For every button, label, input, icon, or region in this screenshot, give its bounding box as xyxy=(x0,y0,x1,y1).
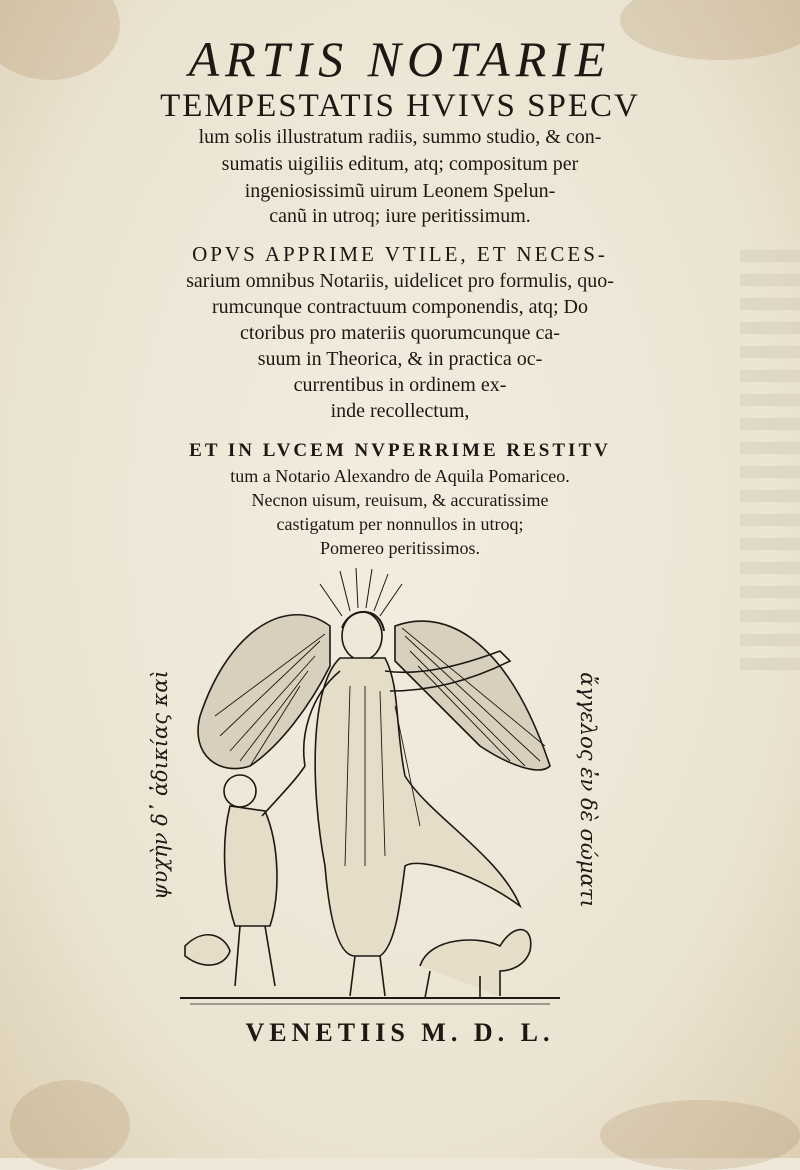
child-head xyxy=(224,775,256,807)
para1-line: sumatis uigiliis editum, atq; compositum per xyxy=(221,153,579,175)
para1-line: canũ in utroq; iure peritissimum. xyxy=(269,205,531,227)
child-arm xyxy=(262,766,305,816)
child-body xyxy=(225,806,277,926)
para2-line: inde recollectum, xyxy=(330,400,470,422)
stain xyxy=(10,1080,130,1170)
dog xyxy=(420,930,531,998)
para1-line: ingeniosissimũ uirum Leonem Spelun- xyxy=(244,180,556,202)
halo xyxy=(320,568,402,616)
para2-line: suum in Theorica, & in practica oc- xyxy=(257,348,543,370)
para2-line: ctoribus pro materiis quorumcunque ca- xyxy=(240,322,560,344)
para3-line: castigatum per nonnullos in utroq; xyxy=(276,514,524,534)
para3-line: tum a Notario Alexandro de Aquila Pomariceo. xyxy=(230,466,570,486)
side-inscription-left: ψυχὴν δ᾽ ἀδικίας καὶ xyxy=(148,670,172,900)
title-line-2: TEMPESTATIS HVIVS SPECV xyxy=(160,88,640,124)
para3-heading: ET IN LVCEM NVPERRIME RESTITV xyxy=(189,440,611,461)
para1-line: lum solis illustratum radiis, summo studio, & con- xyxy=(198,126,602,148)
para2-line: sarium omnibus Notariis, uidelicet pro formulis, quo- xyxy=(186,270,614,292)
left-wing xyxy=(198,615,330,769)
child-legs xyxy=(235,926,275,986)
right-wing xyxy=(395,621,550,770)
angel-legs xyxy=(350,956,385,996)
para2-line: rumcunque contractuum componendis, atq; Do xyxy=(211,296,588,318)
title-line-1: ARTIS NOTARIE xyxy=(188,31,612,87)
side-inscription-right: ἄγγελος ἐν δὲ σώματι xyxy=(576,672,600,908)
para3-line: Necnon uisum, reuisum, & accuratissime xyxy=(251,490,549,510)
para2-heading: OPVS APPRIME VTILE, ET NECES- xyxy=(192,242,608,266)
stain xyxy=(600,1100,800,1170)
fish xyxy=(185,935,230,965)
imprint: VENETIIS M. D. L. xyxy=(245,1018,555,1047)
woodcut-illustration xyxy=(180,566,560,1011)
para3-line: Pomereo peritissimos. xyxy=(320,538,480,558)
para2-line: currentibus in ordinem ex- xyxy=(293,374,507,396)
